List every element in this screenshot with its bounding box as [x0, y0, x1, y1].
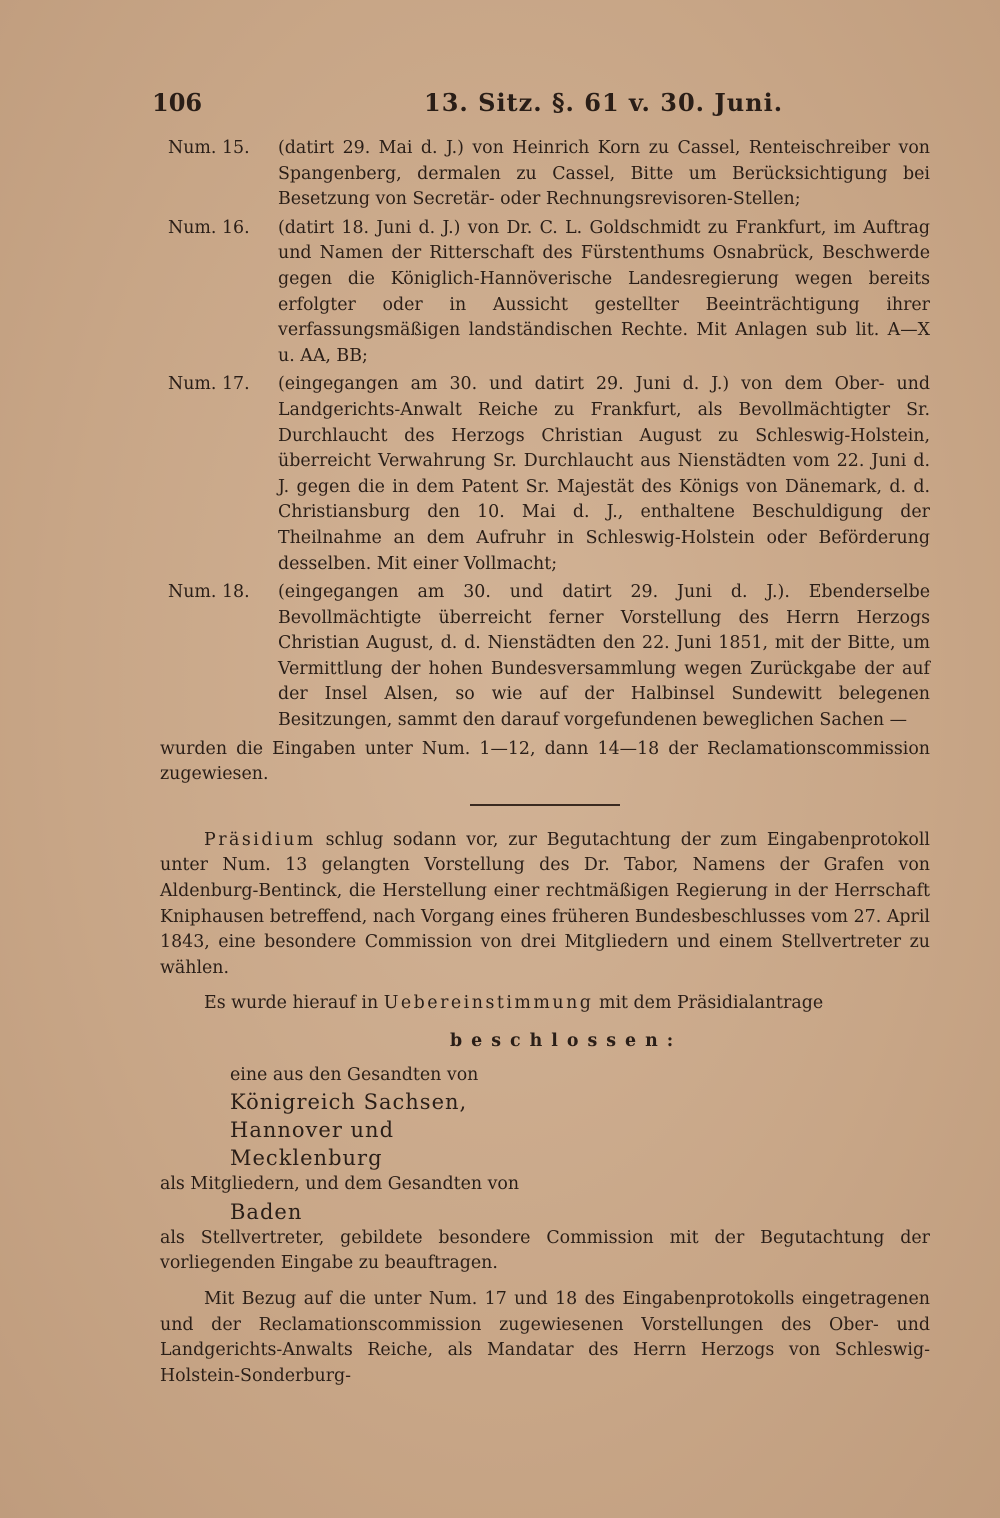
- page-number: 106: [152, 88, 203, 117]
- spacer: [160, 981, 930, 991]
- entry-text: (eingegangen am 30. und datirt 29. Juni d. J.). Ebenderselbe Bevollmächtigte überreicht ferner Vorstellung des Herrn Herzogs Christian August, d. d. Nienstädten den 22. Juni 1851, mit der Bitte, um Vermittlung der hohen Bundesversammlung wegen Zurückgabe der auf der Insel Alsen, so wie auf der Halbinsel Sundewitt belegenen Besitzungen, sammt den darauf vorgefundenen beweglichen Sachen —: [278, 582, 930, 731]
- resolution-line-3: als Stellvertreter, gebildete besondere Commission mit der Begutachtung der vorliegenden Eingabe zu beauftragen.: [160, 1227, 930, 1274]
- entry-number: Num. 15.: [168, 138, 250, 158]
- entry-number: Num. 16.: [168, 217, 250, 238]
- resolution-intro-b: mit dem Präsidialantrage: [598, 993, 824, 1014]
- entry-number: Num. 18.: [168, 582, 250, 603]
- entry-num-17: [160, 372, 930, 577]
- praesidium-text: schlug sodann vor, zur Begutachtung der zum Eingabenprotokoll unter Num. 13 gelangten Vorstellung des Dr. Tabor, Namens der Grafen von Aldenburg-Bentinck, die Herstellung einer rechtmäßigen Regierung in der Herrschaft Kniphausen betreffend, nach Vorgang eines früheren Bundesbeschlusses vom 27. April 1843, eine besondere Commission von drei Mitgliedern und einem Stellvertreter zu wählen.: [160, 829, 930, 978]
- entry-number: Num. 17.: [168, 374, 250, 395]
- resolution-intro: [160, 991, 930, 1017]
- entry-num-18: [160, 580, 930, 734]
- resolution-intro-a: Es wurde hierauf in: [204, 993, 379, 1014]
- state-hannover: Hannover und: [230, 1118, 395, 1143]
- praesidium-paragraph: [160, 828, 930, 982]
- entry-num-16: [160, 216, 930, 370]
- page-body: [160, 136, 930, 1389]
- resolution-intro-spaced: Uebereinstimmung: [383, 993, 594, 1014]
- entry-text: (eingegangen am 30. und datirt 29. Juni d. J.) von dem Ober- und Landgerichts-Anwalt Reiche zu Frankfurt, als Bevollmächtigter Sr. Durchlaucht des Herzogs Christian August zu Schleswig-Holstein, überreicht Verwahrung Sr. Durchlaucht aus Nienstädten vom 22. Juni d. J. gegen die in dem Patent Sr. Majestät des Königs von Dänemark, d. d. Christiansburg den 10. Mai d. J., enthaltene Beschuldigung der Theilnahme an dem Aufruhr in Schleswig-Holstein oder Beförderung desselben. Mit einer Vollmacht;: [278, 374, 930, 574]
- entry-text: (datirt 18. Juni d. J.) von Dr. C. L. Goldschmidt zu Frankfurt, im Auftrag und Namen der Ritterschaft des Fürstenthums Osnabrück, Beschwerde gegen die Königlich-Hannöverische Landesregierung wegen bereits erfolgter oder in Aussicht gestellter Beeinträchtigung ihrer verfassungsmäßigen landständischen Rechte. Mit Anlagen sub lit. A—X u. AA, BB;: [278, 217, 930, 366]
- resolution-line-2: als Mitgliedern, und dem Gesandten von: [160, 1174, 520, 1195]
- state-koenigreich-sachsen: Königreich Sachsen,: [230, 1090, 468, 1115]
- assignment-paragraph: wurden die Eingaben unter Num. 1—12, dann 14—18 der Reclamationscommission zugewiesen.: [160, 738, 930, 785]
- beschlossen-heading: beschlossen:: [450, 1031, 683, 1051]
- entry-text: (datirt 29. Mai d. J.) von Heinrich Korn zu Cassel, Renteischreiber von Spangenberg, dermalen zu Cassel, Bitte um Berücksichtigung bei Besetzung von Secretär- oder Rechnungsrevisoren-Stellen;: [278, 138, 930, 210]
- running-title: 13. Sitz. §. 61 v. 30. Juni.: [424, 88, 784, 117]
- state-mecklenburg: Mecklenburg: [230, 1146, 383, 1171]
- section-divider: [470, 804, 620, 806]
- state-baden: Baden: [230, 1199, 303, 1224]
- page-header: [152, 88, 920, 122]
- spacer: [160, 1277, 930, 1287]
- closing-paragraph: Mit Bezug auf die unter Num. 17 und 18 des Eingabenprotokolls eingetragenen und der Reclamationscommission zugewiesenen Vorstellungen des Ober- und Landgerichts-Anwalts Reiche, als Mandatar des Herrn Herzogs von Schleswig-Holstein-Sonderburg-: [160, 1288, 930, 1386]
- entry-num-15: [160, 136, 930, 213]
- resolution-line-1: eine aus den Gesandten von: [230, 1064, 479, 1085]
- praesidium-lead: Präsidium: [204, 829, 316, 850]
